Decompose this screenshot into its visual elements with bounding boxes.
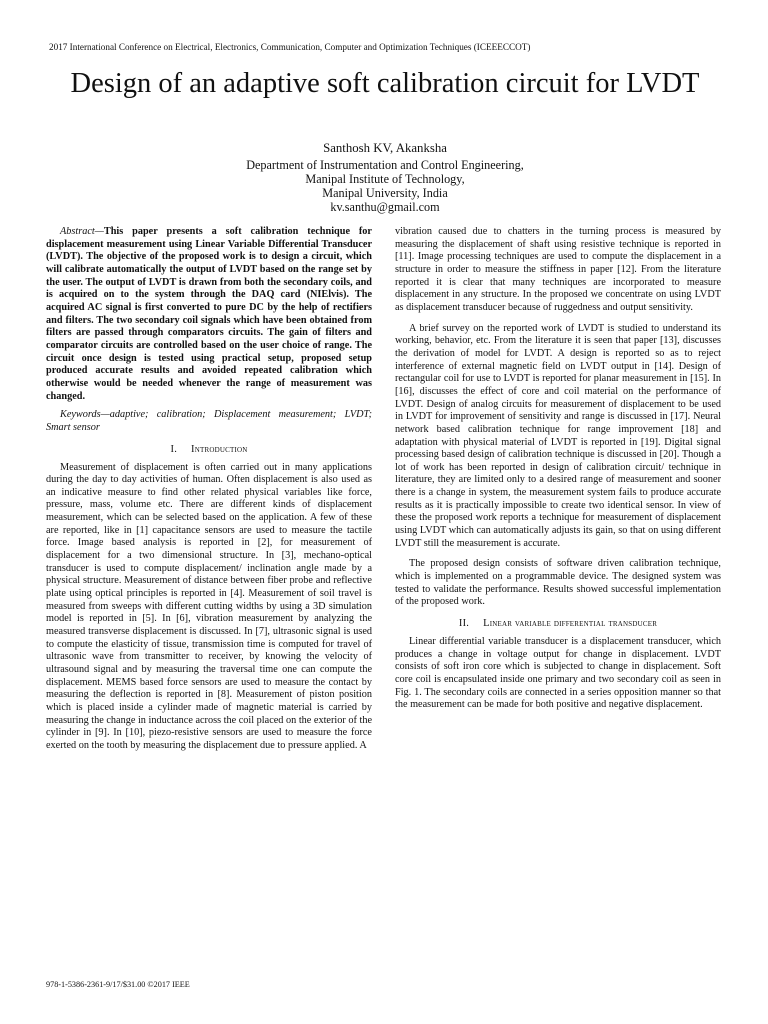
copyright-footer: 978-1-5386-2361-9/17/$31.00 ©2017 IEEE [46, 980, 190, 989]
section-title: Linear variable differential transducer [483, 618, 658, 630]
abstract-text: This paper presents a soft calibration technique for displacement measurement using Linear Variable Differential Transducer (LVDT). The objective of the proposed work is to design a circuit, which will calibrate automatically the output of LVDT based on the range set by the user. The output of LVDT is drawn from both the secondary coils, and is acquired on to the system through the DAQ card (NIElvis). The acquired AC signal is first converted to pure DC by the help of rectifiers and filters. The two secondary coil signals which have been obtained from filters are passed through comparators circuits. The gain of filters and comparator circuits are controlled based on the user choice of range. The circuit once design is tested using practical setup, proposed setup produced accurate results and avoided repeated calibration which otherwise would be needed whenever the range of measurement was changed. [46, 226, 372, 402]
section-title: Introduction [191, 443, 248, 455]
intro-paragraph-1-continued: vibration caused due to chatters in the turning process is measured by measuring the displacement of shaft using resistive technique is reported in [11]. Image processing techniques are used to compute the displacement in a structure in order to measure the stiffness in paper [12]. From the literature reported it is clear that many techniques are incorporated to measure displacement in any structure. In the proposed we concentrate on using LVDT as displacement transducer because of ruggedness and output sensitivity. [395, 226, 721, 313]
lvdt-paragraph-1: Linear differential variable transducer is a displacement transducer, which produces a change in voltage output for change in displacement. LVDT consists of soft iron core which is subjected to change in displacement. Soft core coil is encapsulated inside one primary and two secondary coil as seen in Fig. 1. The secondary coils are connected in a series opposition manner so that the measurement can be made for both positive and negative displacement. [395, 636, 721, 711]
author-institute: Manipal Institute of Technology, [305, 172, 465, 186]
conference-header: 2017 International Conference on Electrical, Electronics, Communication, Computer and Optimization Techniques (ICEEECCOT) [49, 42, 531, 52]
author-email: kv.santhu@gmail.com [330, 200, 440, 214]
paper-title: Design of an adaptive soft calibration circuit for LVDT [70, 68, 700, 99]
author-names: Santhosh KV, Akanksha [323, 141, 447, 155]
right-column [395, 226, 721, 712]
author-university: Manipal University, India [322, 186, 448, 200]
intro-paragraph-3: The proposed design consists of software driven calibration technique, which is implemented on a programmable device. The designed system was tested to validate the performance. Results showed successful implementation of the proposed work. [395, 558, 721, 608]
keywords: Keywords—adaptive; calibration; Displacement measurement; LVDT; Smart sensor [46, 409, 372, 433]
author-department: Department of Instrumentation and Control Engineering, [246, 158, 524, 172]
intro-paragraph-2: A brief survey on the reported work of LVDT is studied to understand its working, behavior, etc. From the literature it is seen that paper [13], discusses the derivation of model for LVDT. A design is reported so as to reject interference of external magnetic field on LVDT output in [14]. Design of rectangular coil for use to LVDT is reported for planar measurement in [15]. In [16], discusses the effect of core and coil material on the performance of LVDT. Design of analog circuits for measurement of displacement to be used in LVDT for improvement of sensitivity and range is discussed in [17]. Neural network based calibration technique for range improvement [18] and adaptation with physical material of LVDT is reported in [19]. Digital signal processing based design of calibration technique is discussed in [20]. Though a lot of work has been reported in design of calibration circuit/ technique in literature, they are limited only to a desired range of measurement and sooner there is a change in system, the measurement system fails to produce accurate results as it is practically impossible to create two identical sensor. In view of these the proposed work reports a technique for measurement of displacement using LVDT which can automatically adjusts its gain, so that on using different LVDT still the measurement is accurate. [395, 322, 721, 549]
section-number: II. [458, 618, 470, 630]
author-block [40, 141, 730, 214]
left-column [46, 226, 372, 753]
section-number: I. [170, 443, 178, 455]
section-heading-introduction [46, 443, 372, 456]
abstract [46, 226, 372, 403]
section-heading-lvdt [395, 617, 721, 630]
intro-paragraph-1: Measurement of displacement is often carried out in many applications during the day to day activities of human. Often displacement is also used as an indicative measure to find other related physical variables like force, pressure, mass, volume etc. There are different kinds of displacement measurement, which can be selected based on the application. A few of these are reported, like in [1] capacitance sensors are used to measure the tactile force. Image based analysis is reported in [2], for measurement of displacement for a two dimensional structure. In [3], mechano-optical transducer is used to compute displacement/ inclination angle made by a physical structure. Measurement of distance between fiber probe and reflective plate using optical principles is reported in [4]. Measurement of soil travel is measured from sweeps with different cutting widths by using a 3D simulation model is reported in [5]. In [6], vibration measurement by analyzing the measured transverse displacement is discussed. In [7], ultrasonic signal is used to compute the elasticity of tissue, transmission time is computed for travel of ultrasonic wave from transmitter to receiver, by knowing the velocity of ultrasound signal and by measuring the traversal time one can compute the displacement. MEMS based force sensors are used to measure the contact by measuring the deflection is reported in [8]. Measurement of piston position which is placed inside a cylinder made of magnetic material is carried by measuring the change in inductance across the coil placed on the exterior of the cylinder in [9]. In [10], piezo-resistive sensors are used to measure the force exerted on the tooth by measuring the displacement due to pressure applied. A [46, 461, 372, 751]
abstract-lead: Abstract— [60, 226, 104, 237]
